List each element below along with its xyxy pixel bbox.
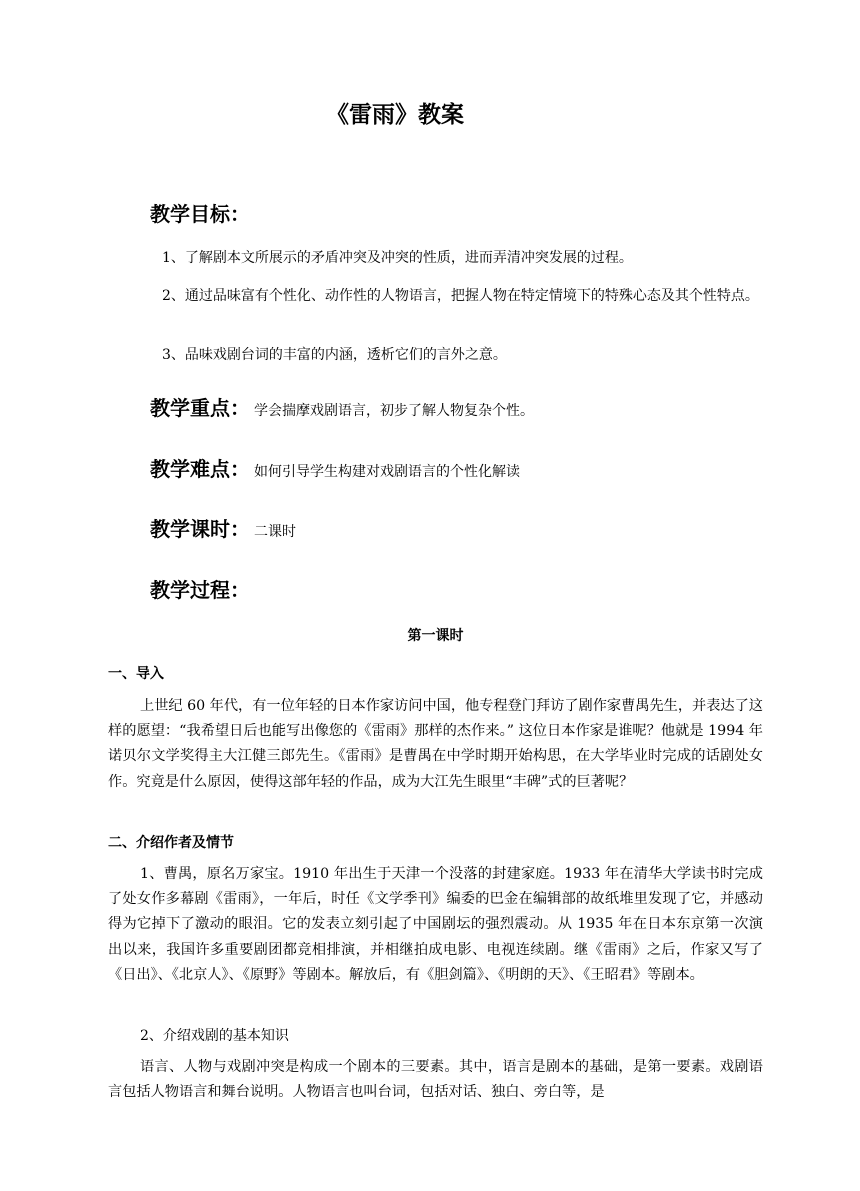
objective-item-1: 1、了解剧本文所展示的矛盾冲突及冲突的性质，进而弄清冲突发展的过程。 bbox=[162, 250, 633, 266]
difficulty-heading: 教学难点： bbox=[150, 457, 250, 481]
objective-item-2: 2、通过品味富有个性化、动作性的人物语言，把握人物在特定情境下的特殊心态及其个性特点。 bbox=[162, 288, 759, 304]
difficulty-row bbox=[150, 453, 520, 482]
hours-heading: 教学课时： bbox=[150, 517, 250, 541]
hours-row bbox=[150, 513, 296, 542]
drama-basics-paragraph: 语言、人物与戏剧冲突是构成一个剧本的三要素。其中，语言是剧本的基础，是第一要素。戏剧语言包括人物语言和舞台说明。人物语言也叫台词，包括对话、独白、旁白等，是 bbox=[108, 1059, 763, 1101]
lesson-one-heading: 第一课时 bbox=[407, 628, 464, 644]
section-author-heading: 二、介绍作者及情节 bbox=[108, 835, 234, 851]
process-heading: 教学过程： bbox=[150, 578, 250, 602]
difficulty-text: 如何引导学生构建对戏剧语言的个性化解读 bbox=[254, 464, 520, 480]
objectives-heading: 教学目标： bbox=[150, 202, 250, 226]
document-title: 《雷雨》教案 bbox=[326, 102, 464, 128]
section-author-paragraph: 1、曹禺，原名万家宝。1910 年出生于天津一个没落的封建家庭。1933 年在清华大学读书时完成了处女作多幕剧《雷雨》，一年后，时任《文学季刊》编委的巴金在编辑部的故纸堆里发现了它，并感动得为它掉下了激动的眼泪。它的发表立刻引起了中国剧坛的强烈震动。从 1935 年在日本东京第一次演出以来，我国许多重要剧团都竞相排演，并相继拍成电影、电视连续剧。继《雷雨》之后，作家又写了《日出》、《北京人》、《原野》等剧本。解放后，有《胆剑篇》、《明朗的天》、《王昭君》等剧本。 bbox=[108, 866, 763, 983]
section-intro-heading: 一、导入 bbox=[108, 666, 164, 682]
key-point-row bbox=[150, 392, 534, 421]
objective-item-3: 3、品味戏剧台词的丰富的内涵，透析它们的言外之意。 bbox=[162, 347, 507, 363]
hours-text: 二课时 bbox=[254, 524, 296, 540]
drama-basics-subitem: 2、介绍戏剧的基本知识 bbox=[140, 1028, 289, 1044]
key-point-text: 学会揣摩戏剧语言，初步了解人物复杂个性。 bbox=[254, 403, 534, 419]
key-point-heading: 教学重点： bbox=[150, 396, 250, 420]
section-intro-paragraph: 上世纪 60 年代，有一位年轻的日本作家访问中国，他专程登门拜访了剧作家曹禺先生，并表达了这样的愿望：“我希望日后也能写出像您的《雷雨》那样的杰作来。” 这位日本作家是谁呢？他就是 1994 年诺贝尔文学奖得主大江健三郎先生。《雷雨》是曹禺在中学时期开始构思，在大学毕业时完成的话剧处女作。究竟是什么原因，使得这部年轻的作品，成为大江先生眼里“丰碑”式的巨著呢？ bbox=[108, 698, 763, 790]
